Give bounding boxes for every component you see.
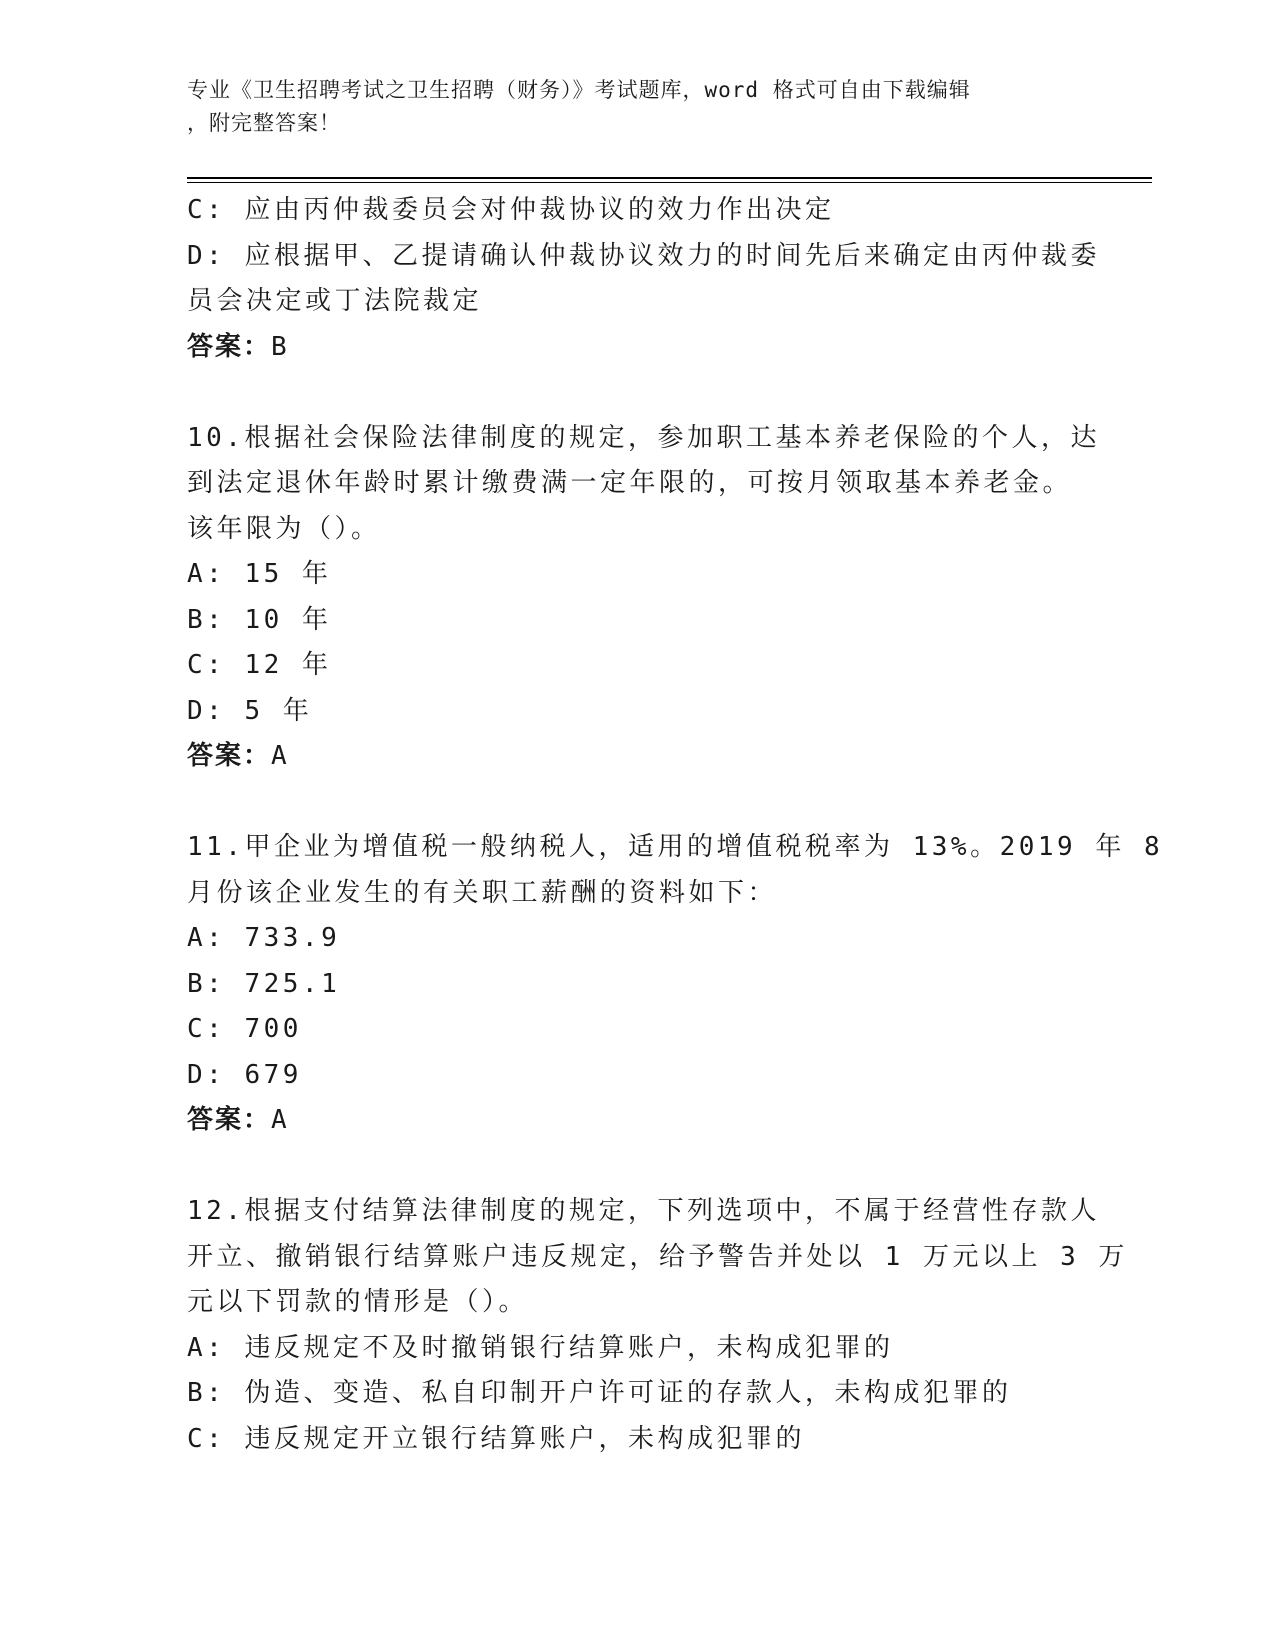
question-list — [187, 188, 1164, 1462]
question-10 — [187, 416, 1100, 780]
answer-label: 答案： — [187, 1105, 272, 1135]
answer — [187, 734, 1087, 780]
option-b: B: 10 年 — [187, 604, 332, 635]
option-b: B: 725.1 — [187, 968, 341, 999]
spacer — [187, 780, 1087, 826]
answer-value: A — [271, 741, 289, 771]
answer — [187, 1098, 1087, 1144]
option-a: A: 违反规定不及时撤销银行结算账户，未构成犯罪的 — [187, 1332, 894, 1363]
answer-value: B — [271, 331, 289, 362]
question-stem-line-1: 11.甲企业为增值税一般纳税人，适用的增值税税率为 13%。2019 年 8 — [187, 832, 1164, 862]
question-stem-line-1: 12.根据支付结算法律制度的规定，下列选项中，不属于经营性存款人 — [187, 1196, 1100, 1226]
document-header — [187, 74, 1067, 140]
question-stem-line-2: 开立、撤销银行结算账户违反规定，给予警告并处以 1 万元以上 3 万 — [187, 1241, 1128, 1272]
answer — [187, 325, 1087, 371]
spacer — [187, 370, 1087, 416]
question-12 — [187, 1189, 1128, 1462]
option-d: D: 5 年 — [187, 695, 313, 726]
question-9-tail — [187, 188, 1100, 370]
option-c: C: 12 年 — [187, 650, 332, 680]
option-a: A: 15 年 — [187, 559, 332, 589]
question-stem-line-2: 到法定退休年龄时累计缴费满一定年限的，可按月领取基本养老金。 — [187, 468, 1073, 498]
question-stem-line-3: 该年限为（）。 — [187, 513, 381, 544]
option-c: C: 违反规定开立银行结算账户，未构成犯罪的 — [187, 1423, 805, 1454]
answer-label: 答案： — [187, 741, 272, 771]
question-stem-line-1: 10.根据社会保险法律制度的规定，参加职工基本养老保险的个人，达 — [187, 422, 1100, 453]
answer-value: A — [271, 1105, 289, 1135]
option-a: A: 733.9 — [187, 923, 341, 953]
option-d-line-1: D: 应根据甲、乙提请确认仲裁协议效力的时间先后来确定由丙仲裁委 — [187, 240, 1100, 271]
header-line-2: ，附完整答案！ — [187, 111, 341, 135]
option-c: C: 700 — [187, 1014, 302, 1044]
header-divider-thin — [187, 182, 1152, 183]
option-d: D: 679 — [187, 1059, 302, 1090]
spacer — [187, 1144, 1087, 1190]
option-c: C: 应由丙仲裁委员会对仲裁协议的效力作出决定 — [187, 195, 835, 225]
question-11 — [187, 825, 1164, 1144]
header-line-1: 专业《卫生招聘考试之卫生招聘（财务）》考试题库，word 格式可自由下载编辑 — [187, 78, 971, 102]
question-stem-line-3: 元以下罚款的情形是（）。 — [187, 1287, 529, 1317]
header-divider-thick — [187, 177, 1152, 179]
answer-label: 答案： — [187, 331, 272, 362]
option-b: B: 伪造、变造、私自印制开户许可证的存款人，未构成犯罪的 — [187, 1378, 1012, 1408]
option-d-line-2: 员会决定或丁法院裁定 — [187, 286, 483, 316]
question-stem-line-2: 月份该企业发生的有关职工薪酬的资料如下： — [187, 877, 778, 908]
